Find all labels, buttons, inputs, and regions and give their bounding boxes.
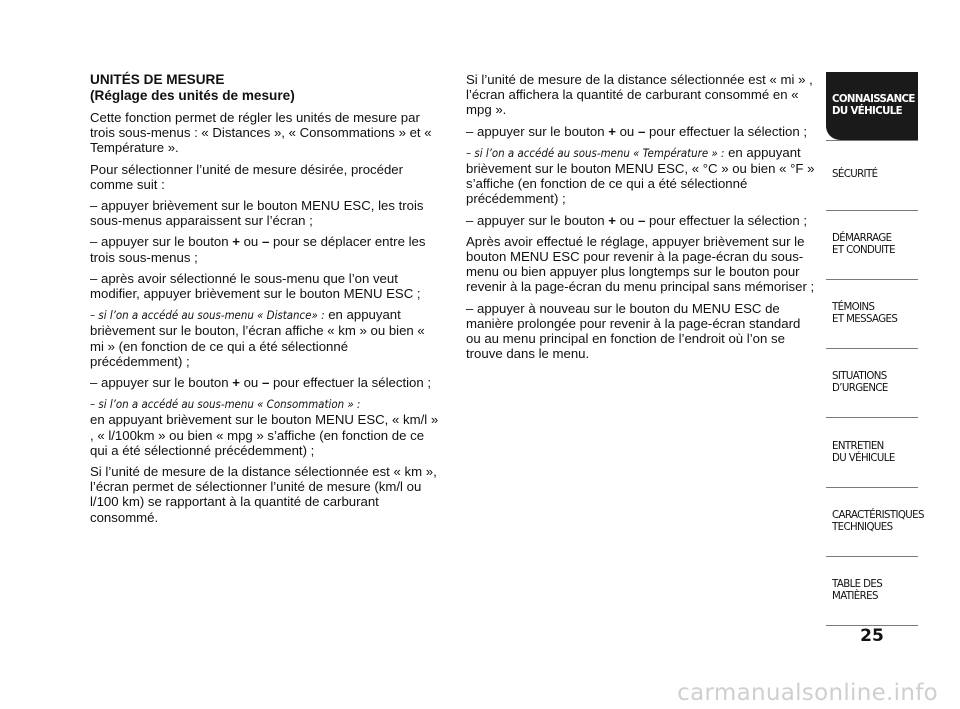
paragraph: – appuyer sur le bouton + ou – pour se déplacer entre les trois sous-menus ;	[90, 234, 426, 265]
page-number: 25	[860, 626, 884, 646]
paragraph: – si l’on a accédé au sous-menu « Distance» : en appuyant brièvement sur le bouton, l’écran affiche « km » ou bien « mi » (en fonction de ce qui a été sélectionné précédemment) ;	[90, 307, 425, 369]
tab-table-matieres[interactable]: TABLE DES MATIÈRES	[826, 556, 918, 626]
section-heading: UNITÉS DE MESURE (Réglage des unités de mesure)	[90, 72, 295, 103]
left-column	[90, 72, 440, 531]
paragraph: – appuyer sur le bouton + ou – pour effectuer la sélection ;	[466, 123, 808, 139]
chapter-sidebar	[826, 72, 924, 626]
tab-demarrage-conduite[interactable]: DÉMARRAGE ET CONDUITE	[826, 210, 918, 279]
right-column	[466, 72, 816, 367]
paragraph: – si l’on a accédé au sous-menu « Consommation » : en appuyant brièvement sur le bouton MENU ESC, « km/l » , « l/100km » ou bien « mpg » s’affiche (en fonction de ce qui a été sélectionné précédemment) ;	[90, 397, 439, 458]
paragraph: – après avoir sélectionné le sous-menu que l’on veut modifier, appuyer brièvement sur le bouton MENU ESC ;	[90, 270, 421, 302]
tab-entretien-vehicule[interactable]: ENTRETIEN DU VÉHICULE	[826, 417, 918, 486]
paragraph: – appuyer brièvement sur le bouton MENU ESC, les trois sous-menus apparaissent sur l’écran ;	[90, 198, 424, 229]
paragraph: Si l’unité de mesure de la distance sélectionnée est « mi » , l’écran affichera la quantité de carburant consommé en « mpg ».	[466, 72, 813, 118]
paragraph: – si l’on a accédé au sous-menu « Température » : en appuyant brièvement sur le bouton MENU ESC, « °C » ou bien « °F » s’affiche (en fonction de ce qui a été sélectionné précédemment) ;	[466, 144, 815, 207]
tab-caracteristiques-techniques[interactable]: CARACTÉRISTIQUES TECHNIQUES	[826, 487, 918, 556]
paragraph: – appuyer à nouveau sur le bouton du MENU ESC de manière prolongée pour revenir à la page-écran standard ou au menu principal en fonction de l’endroit où l’on se trouve dans le menu.	[466, 300, 801, 362]
tab-temoins-messages[interactable]: TÉMOINS ET MESSAGES	[826, 279, 918, 348]
tab-connaissance-vehicule[interactable]: CONNAISSANCE DU VÉHICULE	[826, 72, 918, 140]
paragraph: – appuyer sur le bouton + ou – pour effectuer la sélection ;	[466, 212, 808, 228]
paragraph: Après avoir effectué le réglage, appuyer brièvement sur le bouton MENU ESC pour revenir à la page-écran du sous-menu ou bien appuyer plus longtemps sur le bouton pour revenir à la page-écran du menu principal sans mémoriser ;	[466, 233, 815, 295]
watermark: carmanualsonline.info	[677, 680, 938, 706]
tab-securite[interactable]: SÉCURITÉ	[826, 140, 918, 209]
tab-situations-urgence[interactable]: SITUATIONS D’URGENCE	[826, 348, 918, 417]
paragraph: Cette fonction permet de régler les unités de mesure par trois sous-menus : « Distances », « Consommations » et « Température ».	[90, 110, 432, 156]
paragraph: – appuyer sur le bouton + ou – pour effectuer la sélection ;	[90, 375, 432, 391]
paragraph: Pour sélectionner l’unité de mesure désirée, procéder comme suit :	[90, 161, 404, 192]
paragraph: Si l’unité de mesure de la distance sélectionnée est « km », l’écran permet de sélectionner l’unité de mesure (km/l ou l/100 km) se rapportant à la quantité de carburant consommé.	[90, 464, 437, 525]
